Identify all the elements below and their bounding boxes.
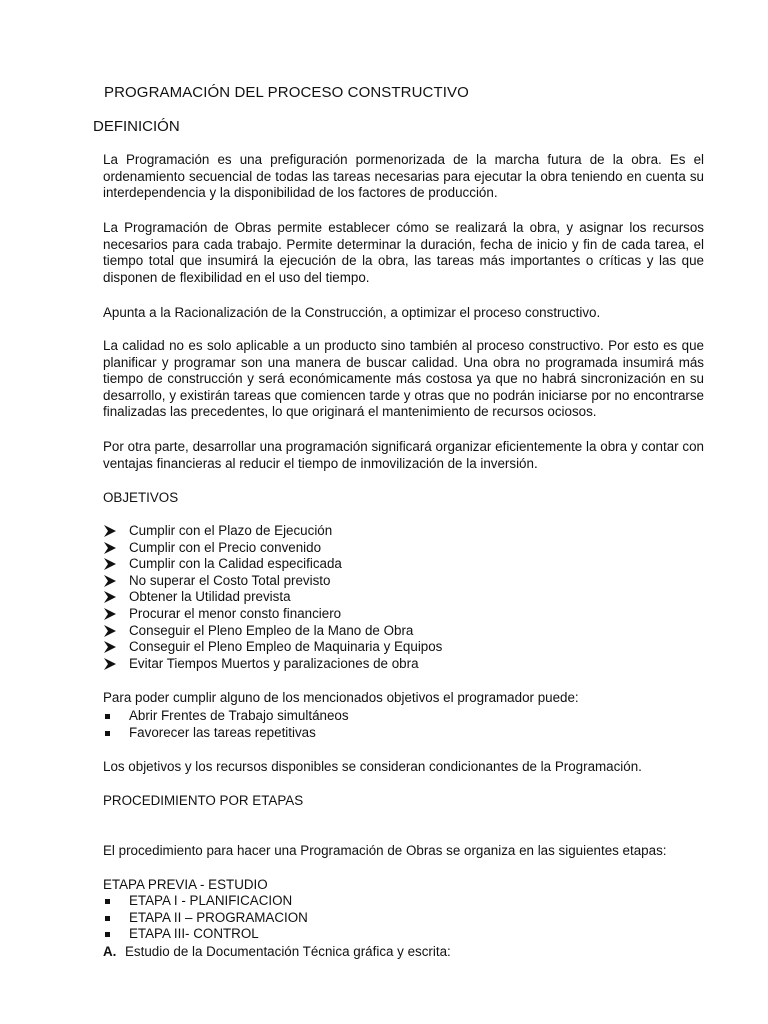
square-bullet-icon xyxy=(105,731,110,736)
definition-heading: DEFINICIÓN xyxy=(93,118,180,135)
objectives-list xyxy=(103,523,442,672)
programmer-actions-list xyxy=(103,708,349,741)
paragraph-quality: La calidad no es solo aplicable a un producto sino también al proceso constructivo. Por esto es que planificar y programar son una manera de buscar calidad. Una obra no programada insumirá más tiempo de construcción y será económicamente más costosa ya que no habrá sincronización en su desarrollo, y existirán tareas que comiencen tarde y otras que no podrán iniciarse por no encontrarse finalizadas las precedentes, lo que originará el mantenimiento de recursos ociosos. xyxy=(103,338,704,420)
arrowhead-bullet-icon xyxy=(103,640,117,654)
objective-text: Obtener la Utilidad prevista xyxy=(129,589,291,605)
list-item xyxy=(103,910,308,927)
objective-text: Cumplir con la Calidad especificada xyxy=(129,556,342,572)
action-text: Favorecer las tareas repetitivas xyxy=(129,724,316,740)
objective-text: Cumplir con el Plazo de Ejecución xyxy=(129,523,333,538)
list-item xyxy=(103,926,308,943)
stage-text: ETAPA III- CONTROL xyxy=(129,926,259,942)
objective-text: No superar el Costo Total previsto xyxy=(129,572,331,588)
objective-text: Cumplir con el Precio convenido xyxy=(129,539,322,555)
list-item xyxy=(103,656,442,673)
arrowhead-bullet-icon xyxy=(103,657,117,671)
list-item xyxy=(103,540,442,557)
list-item xyxy=(103,708,349,725)
square-bullet-icon xyxy=(105,899,110,904)
arrowhead-bullet-icon xyxy=(103,524,117,538)
arrowhead-bullet-icon xyxy=(103,607,117,621)
objective-text: Conseguir el Pleno Empleo de Maquinaria y Equipos xyxy=(129,639,443,655)
square-bullet-icon xyxy=(105,916,110,921)
objective-text: Evitar Tiempos Muertos y paralizaciones de obra xyxy=(129,655,419,671)
list-item xyxy=(103,725,349,742)
arrowhead-bullet-icon xyxy=(103,624,117,638)
arrowhead-bullet-icon xyxy=(103,557,117,571)
stage-text: ETAPA I - PLANIFICACION xyxy=(129,893,293,908)
list-item xyxy=(103,893,308,910)
list-item xyxy=(103,573,442,590)
square-bullet-icon xyxy=(105,714,110,719)
list-item xyxy=(103,589,442,606)
arrowhead-bullet-icon xyxy=(103,590,117,604)
list-item xyxy=(103,623,442,640)
square-bullet-icon xyxy=(105,932,110,937)
paragraph-programming: La Programación de Obras permite establecer cómo se realizará la obra, y asignar los recursos necesarios para cada trabajo. Permite determinar la duración, fecha de inicio y fin de cada tarea, el tiempo total que insumirá la ejecución de la obra, las tareas más importantes o críticas y las que disponen de flexibilidad en el uso del tiempo. xyxy=(103,220,704,285)
item-a-letter: A. xyxy=(103,944,117,959)
programmer-intro: Para poder cumplir alguno de los mencionados objetivos el programador puede: xyxy=(103,690,579,705)
item-a xyxy=(103,944,451,961)
conditioning-text: Los objetivos y los recursos disponibles se consideran condicionantes de la Programación. xyxy=(103,759,642,774)
item-a-text: Estudio de la Documentación Técnica gráfica y escrita: xyxy=(125,944,451,959)
action-text: Abrir Frentes de Trabajo simultáneos xyxy=(129,708,349,723)
list-item xyxy=(103,606,442,623)
procedure-intro: El procedimiento para hacer una Programación de Obras se organiza en las siguientes etapas: xyxy=(103,843,667,858)
objective-text: Procurar el menor consto financiero xyxy=(129,605,342,621)
objective-text: Conseguir el Pleno Empleo de la Mano de Obra xyxy=(129,622,414,638)
stages-list xyxy=(103,893,308,943)
list-item xyxy=(103,556,442,573)
procedure-heading: PROCEDIMIENTO POR ETAPAS xyxy=(103,793,304,808)
list-item xyxy=(103,639,442,656)
paragraph-rationalization: Apunta a la Racionalización de la Construcción, a optimizar el proceso constructivo. xyxy=(103,305,601,320)
stage-previous: ETAPA PREVIA - ESTUDIO xyxy=(103,877,268,892)
paragraph-financial: Por otra parte, desarrollar una programación significará organizar eficientemente la obra y contar con ventajas financieras al reducir el tiempo de inmovilización de la inversión. xyxy=(103,439,704,471)
document-title: PROGRAMACIÓN DEL PROCESO CONSTRUCTIVO xyxy=(104,84,469,101)
arrowhead-bullet-icon xyxy=(103,541,117,555)
objectives-heading: OBJETIVOS xyxy=(103,490,179,505)
paragraph-definition: La Programación es una prefiguración pormenorizada de la marcha futura de la obra. Es el ordenamiento secuencial de todas las tareas necesarias para ejecutar la obra teniendo en cuenta su interdependencia y la disponibilidad de los factores de producción. xyxy=(103,152,704,201)
stage-text: ETAPA II – PROGRAMACION xyxy=(129,909,308,925)
arrowhead-bullet-icon xyxy=(103,574,117,588)
list-item xyxy=(103,523,442,540)
